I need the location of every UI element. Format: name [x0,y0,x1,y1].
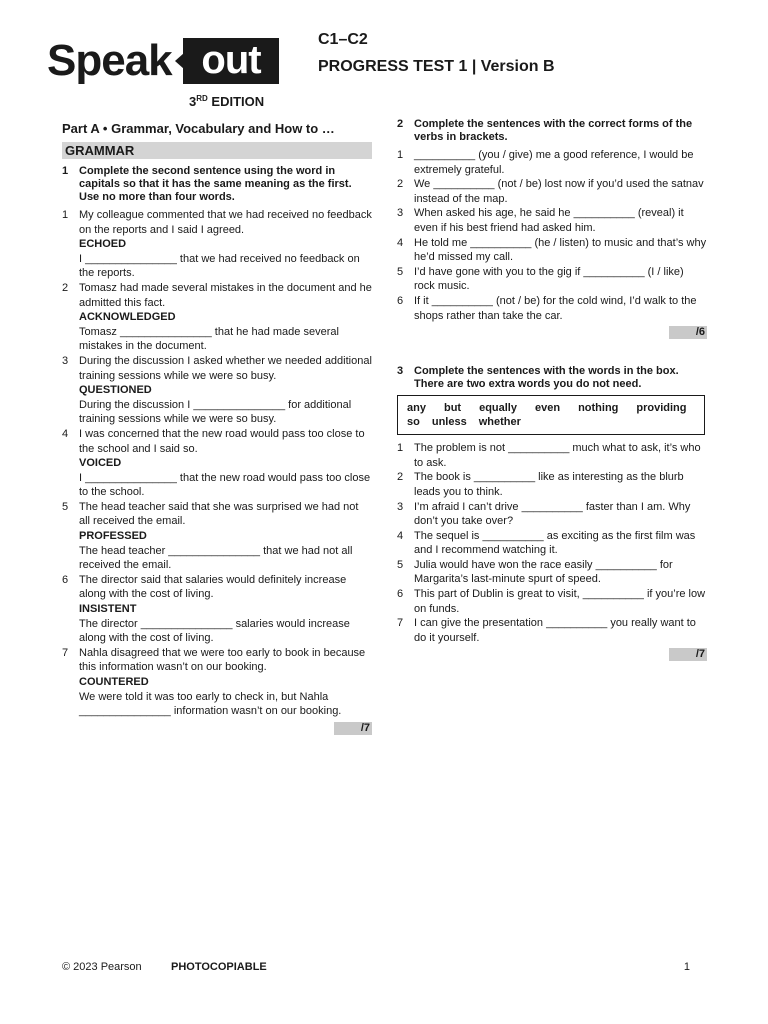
exercise-1-items [62,208,372,719]
item-number: 5 [397,265,404,278]
item-keyword: PROFESSED [79,530,147,543]
item-number: 5 [62,500,69,513]
item-body [79,281,372,354]
item-body [79,500,372,573]
word-box-word: providing [636,402,687,415]
word-box-row-2 [407,415,696,429]
item-number: 1 [62,209,69,221]
item-prompt: Tomasz had made several mistakes in the document and he admitted this fact. [79,281,372,309]
item-number: 3 [397,500,404,513]
item-body [79,427,372,500]
exercise-item [397,177,707,206]
left-column [62,120,372,735]
copyright: © 2023 Pearson [62,961,142,973]
word-box-word: any [407,402,426,415]
exercise-item [62,354,372,427]
logo-speak-text: Speak [47,36,172,85]
exercise-2-score: /6 [397,326,707,339]
exercise-item [62,573,372,646]
item-number: 5 [397,558,404,571]
word-box-word: whether [478,416,521,429]
item-prompt: During the discussion I asked whether we needed additional training sessions while we were so busy. [79,354,372,382]
exercise-item [397,616,707,645]
item-answer-line: I _______________ that the new road would pass too close to the school. [79,471,371,499]
item-number: 2 [397,471,404,484]
page-number: 1 [683,961,690,973]
exercise-2-instruction: 2 Complete the sentences with the correct forms of the verbs in brackets. [397,118,693,143]
item-text: __________ (you / give) me a good reference, I would be extremely grateful. [414,149,694,176]
exercise-item [397,206,707,235]
edition-label: 3RD EDITION [189,94,265,109]
item-keyword: ECHOED [79,238,127,251]
word-box-row-1 [407,401,696,415]
item-body [79,573,372,646]
item-text: I’m afraid I can’t drive __________ faster than I am. Why don’t you take over? [414,500,691,528]
exercise-item [397,500,707,529]
exercise-item [397,294,707,323]
exercise-3-instruction: 3 Complete the sentences with the words in the box. There are two extra words you do not need. [397,365,679,391]
exercise-3-items [397,441,707,645]
item-text: Julia would have won the race easily __________ for Margarita’s last-minute spurt of speed. [414,558,673,586]
level-label: C1–C2 [318,31,368,48]
item-text: If it __________ (not / be) for the cold wind, I’d walk to the shops rather than take the car. [414,294,697,322]
item-text: The sequel is __________ as exciting as the first film was and I recommend watching it. [414,529,696,557]
item-text: We __________ (not / be) lost now if you’d used the satnav instead of the map. [414,178,704,205]
item-text: The book is __________ like as interesting as the blurb leads you to think. [414,471,684,498]
item-number: 6 [397,588,404,601]
item-answer-line: I _______________ that we had received no feedback on the reports. [79,252,360,280]
exercise-item [62,281,372,354]
item-text: This part of Dublin is great to visit, __________ if you’re low on funds. [414,588,706,615]
exercise-2-items [397,148,707,323]
item-prompt: I was concerned that the new road would pass too close to the school and I said so. [79,427,365,455]
item-keyword: ACKNOWLEDGED [79,311,176,324]
item-prompt: My colleague commented that we had received no feedback on the reports and I said I agreed. [79,209,372,236]
test-title: PROGRESS TEST 1 | Version B [318,58,555,75]
item-answer-line: During the discussion I _______________ for additional training sessions while we were so busy. [79,398,352,426]
item-answer-line: We were told it was too early to check in, but Nahla _______________ information wasn’t on our booking. [79,690,342,718]
right-column [397,118,707,661]
item-text: He told me __________ (he / listen) to music and that’s why he’d missed my call. [414,236,707,264]
item-text: When asked his age, he said he __________ (reveal) it even if his best friend had asked him. [414,207,684,234]
item-number: 1 [397,149,404,161]
word-box-word: so [407,416,420,429]
item-text: The problem is not __________ much what to ask, it’s who to ask. [414,442,701,469]
item-number: 4 [62,427,69,440]
photocopiable-label: PHOTOCOPIABLE [171,961,267,973]
item-prompt: The head teacher said that she was surprised we had not all received the email. [79,500,359,528]
item-body [79,208,372,281]
word-box-word: unless [431,416,467,429]
item-number: 3 [62,354,69,367]
item-text: I’d have gone with you to the gig if __________ (I / like) rock music. [414,265,684,293]
item-answer-line: The head teacher _______________ that we had not all received the email. [79,544,353,572]
item-number: 2 [397,178,404,191]
exercise-item [397,441,707,470]
exercise-item [62,646,372,719]
item-number: 7 [62,646,69,659]
word-box-word: nothing [578,402,619,415]
exercise-item [62,208,372,281]
exercise-item [397,236,707,265]
item-keyword: QUESTIONED [79,384,152,397]
exercise-item [397,558,707,587]
item-number: 4 [397,236,404,249]
exercise-item [397,148,707,177]
logo-out-text: out [183,38,279,84]
word-box-word: even [534,402,561,415]
item-keyword: INSISTENT [79,603,137,616]
item-number: 1 [397,442,404,455]
item-prompt: The director said that salaries would definitely increase along with the cost of living. [79,573,347,601]
exercise-item [397,529,707,558]
exercise-item [62,500,372,573]
item-number: 6 [62,573,69,586]
item-prompt: Nahla disagreed that we were too early to book in because this information wasn’t on our booking. [79,646,366,674]
item-answer-line: Tomasz _______________ that he had made several mistakes in the document. [79,325,339,353]
item-answer-line: The director _______________ salaries would increase along with the cost of living. [79,617,350,645]
exercise-item [397,587,707,616]
exercise-item [397,470,707,499]
item-number: 2 [62,281,69,294]
item-body [79,646,372,719]
item-number: 3 [397,207,404,220]
exercise-item [397,265,707,294]
item-keyword: VOICED [79,457,122,470]
exercise-1-instruction: 1 Complete the second sentence using the word in capitals so that it has the same meaning as the first. Use no more than four words. [62,165,352,203]
exercise-1-score: /7 [62,722,372,735]
item-text: I can give the presentation __________ you really want to do it yourself. [414,617,696,644]
item-number: 4 [397,529,404,542]
item-number: 7 [397,617,404,630]
item-body [79,354,372,427]
item-keyword: COUNTERED [79,676,149,688]
exercise-3-score: /7 [397,648,707,661]
word-box-word: equally [479,402,517,415]
word-box [397,395,705,435]
section-heading-grammar: GRAMMAR [62,142,372,159]
word-box-word: but [443,402,462,415]
exercise-item [62,427,372,500]
item-number: 6 [397,294,404,307]
part-title: Part A • Grammar, Vocabulary and How to … [62,121,335,136]
